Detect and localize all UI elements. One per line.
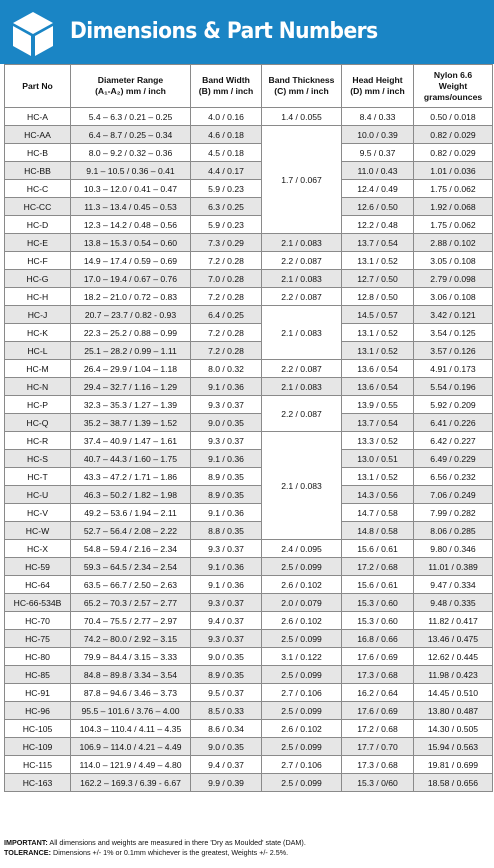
table-row: [5, 180, 493, 198]
diameter-cell: 25.1 – 28.2 / 0.99 – 1.11: [71, 342, 191, 360]
diameter-cell: 6.4 – 8.7 / 0.25 – 0.34: [71, 126, 191, 144]
diameter-cell: 70.4 – 75.5 / 2.77 – 2.97: [71, 612, 191, 630]
band-width-cell: 4.4 / 0.17: [191, 162, 262, 180]
weight-cell: 4.91 / 0.173: [414, 360, 493, 378]
head-height-cell: 12.6 / 0.50: [342, 198, 414, 216]
part-cell: HC-115: [5, 756, 71, 774]
table-row: [5, 576, 493, 594]
diameter-cell: 43.3 – 47.2 / 1.71 – 1.86: [71, 468, 191, 486]
head-height-cell: 9.5 / 0.37: [342, 144, 414, 162]
part-cell: HC-U: [5, 486, 71, 504]
band-width-cell: 9.5 / 0.37: [191, 684, 262, 702]
head-height-cell: 13.3 / 0.52: [342, 432, 414, 450]
table-row: [5, 144, 493, 162]
part-cell: HC-70: [5, 612, 71, 630]
weight-cell: 2.88 / 0.102: [414, 234, 493, 252]
band-thickness-cell: 2.1 / 0.083: [262, 378, 342, 396]
band-width-cell: 6.3 / 0.25: [191, 198, 262, 216]
diameter-cell: 162.2 – 169.3 / 6.39 - 6.67: [71, 774, 191, 792]
footnotes: [4, 838, 492, 858]
table-row: [5, 288, 493, 306]
head-height-cell: 17.6 / 0.69: [342, 648, 414, 666]
table-row: [5, 738, 493, 756]
head-height-cell: 17.3 / 0.68: [342, 756, 414, 774]
head-height-cell: 13.7 / 0.54: [342, 414, 414, 432]
band-width-cell: 5.9 / 0.23: [191, 180, 262, 198]
part-cell: HC-59: [5, 558, 71, 576]
band-thickness-cell: 2.2 / 0.087: [262, 360, 342, 378]
weight-cell: 11.01 / 0.389: [414, 558, 493, 576]
head-height-cell: 13.1 / 0.52: [342, 342, 414, 360]
head-height-cell: 15.3 / 0/60: [342, 774, 414, 792]
weight-cell: 1.01 / 0.036: [414, 162, 493, 180]
table-row: [5, 540, 493, 558]
weight-cell: 6.56 / 0.232: [414, 468, 493, 486]
band-thickness-cell: 1.4 / 0.055: [262, 108, 342, 126]
table-row: [5, 486, 493, 504]
band-width-cell: 4.0 / 0.16: [191, 108, 262, 126]
table-row: [5, 720, 493, 738]
part-cell: HC-J: [5, 306, 71, 324]
diameter-cell: 17.0 – 19.4 / 0.67 – 0.76: [71, 270, 191, 288]
band-width-cell: 7.2 / 0.28: [191, 288, 262, 306]
part-cell: HC-Q: [5, 414, 71, 432]
band-width-cell: 9.1 / 0.36: [191, 576, 262, 594]
cube-icon: [4, 4, 62, 62]
part-cell: HC-W: [5, 522, 71, 540]
band-width-cell: 8.8 / 0.35: [191, 522, 262, 540]
diameter-cell: 87.8 – 94.6 / 3.46 – 3.73: [71, 684, 191, 702]
col-header-weight: Nylon 6.6 Weight grams/ounces: [414, 65, 493, 108]
table-row: [5, 414, 493, 432]
table-row: [5, 648, 493, 666]
diameter-cell: 32.3 – 35.3 / 1.27 – 1.39: [71, 396, 191, 414]
part-cell: HC-M: [5, 360, 71, 378]
band-thickness-cell: 2.5 / 0.099: [262, 630, 342, 648]
diameter-cell: 18.2 – 21.0 / 0.72 – 0.83: [71, 288, 191, 306]
band-width-cell: 7.2 / 0.28: [191, 252, 262, 270]
band-thickness-cell: 2.1 / 0.083: [262, 270, 342, 288]
diameter-cell: 40.7 – 44.3 / 1.60 – 1.75: [71, 450, 191, 468]
weight-cell: 11.82 / 0.417: [414, 612, 493, 630]
table-row: [5, 612, 493, 630]
diameter-cell: 20.7 – 23.7 / 0.82 - 0.93: [71, 306, 191, 324]
col-header-head-height: Head Height (D) mm / inch: [342, 65, 414, 108]
head-height-cell: 13.6 / 0.54: [342, 378, 414, 396]
weight-cell: 8.06 / 0.285: [414, 522, 493, 540]
weight-cell: 1.75 / 0.062: [414, 180, 493, 198]
band-width-cell: 9.0 / 0.35: [191, 414, 262, 432]
diameter-cell: 22.3 – 25.2 / 0.88 – 0.99: [71, 324, 191, 342]
table-row: [5, 252, 493, 270]
band-width-cell: 7.0 / 0.28: [191, 270, 262, 288]
weight-cell: 5.92 / 0.209: [414, 396, 493, 414]
band-thickness-cell: 2.0 / 0.079: [262, 594, 342, 612]
part-cell: HC-91: [5, 684, 71, 702]
weight-cell: 6.41 / 0.226: [414, 414, 493, 432]
band-thickness-cell: 2.2 / 0.087: [262, 288, 342, 306]
diameter-cell: 13.8 – 15.3 / 0.54 – 0.60: [71, 234, 191, 252]
diameter-cell: 46.3 – 50.2 / 1.82 – 1.98: [71, 486, 191, 504]
diameter-cell: 37.4 – 40.9 / 1.47 – 1.61: [71, 432, 191, 450]
part-cell: HC-80: [5, 648, 71, 666]
diameter-cell: 63.5 – 66.7 / 2.50 – 2.63: [71, 576, 191, 594]
diameter-cell: 49.2 – 53.6 / 1.94 – 2.11: [71, 504, 191, 522]
dimensions-table: [4, 64, 493, 792]
weight-cell: 0.50 / 0.018: [414, 108, 493, 126]
head-height-cell: 17.2 / 0.68: [342, 720, 414, 738]
band-thickness-cell: 2.5 / 0.099: [262, 702, 342, 720]
band-width-cell: 4.6 / 0.18: [191, 126, 262, 144]
band-thickness-cell: 2.6 / 0.102: [262, 720, 342, 738]
table-row: [5, 504, 493, 522]
diameter-cell: 114.0 – 121.9 / 4.49 – 4.80: [71, 756, 191, 774]
head-height-cell: 10.0 / 0.39: [342, 126, 414, 144]
part-cell: HC-H: [5, 288, 71, 306]
band-thickness-cell: 2.1 / 0.083: [262, 306, 342, 360]
band-width-cell: 8.0 / 0.32: [191, 360, 262, 378]
part-cell: HC-L: [5, 342, 71, 360]
head-height-cell: 13.6 / 0.54: [342, 360, 414, 378]
band-width-cell: 7.2 / 0.28: [191, 324, 262, 342]
tolerance-note: TOLERANCE: Dimensions +/- 1% or 0.1mm whichever is the greatest, Weights +/- 2.5%.: [4, 848, 289, 857]
diameter-cell: 59.3 – 64.5 / 2.34 – 2.54: [71, 558, 191, 576]
band-width-cell: 4.5 / 0.18: [191, 144, 262, 162]
head-height-cell: 8.4 / 0.33: [342, 108, 414, 126]
band-width-cell: 9.3 / 0.37: [191, 630, 262, 648]
band-thickness-cell: 2.5 / 0.099: [262, 558, 342, 576]
weight-cell: 12.62 / 0.445: [414, 648, 493, 666]
diameter-cell: 5.4 – 6.3 / 0.21 – 0.25: [71, 108, 191, 126]
head-height-cell: 13.1 / 0.52: [342, 324, 414, 342]
diameter-cell: 9.1 – 10.5 / 0.36 – 0.41: [71, 162, 191, 180]
head-height-cell: 14.7 / 0.58: [342, 504, 414, 522]
part-cell: HC-A: [5, 108, 71, 126]
part-cell: HC-BB: [5, 162, 71, 180]
head-height-cell: 17.2 / 0.68: [342, 558, 414, 576]
table-row: [5, 162, 493, 180]
band-thickness-cell: 2.5 / 0.099: [262, 738, 342, 756]
weight-cell: 9.48 / 0.335: [414, 594, 493, 612]
page-title: Dimensions & Part Numbers: [70, 19, 378, 44]
part-cell: HC-X: [5, 540, 71, 558]
band-width-cell: 7.3 / 0.29: [191, 234, 262, 252]
part-cell: HC-75: [5, 630, 71, 648]
band-width-cell: 9.1 / 0.36: [191, 558, 262, 576]
diameter-cell: 106.9 – 114.0 / 4.21 – 4.49: [71, 738, 191, 756]
head-height-cell: 14.8 / 0.58: [342, 522, 414, 540]
band-thickness-cell: 3.1 / 0.122: [262, 648, 342, 666]
weight-cell: 18.58 / 0.656: [414, 774, 493, 792]
diameter-cell: 95.5 – 101.6 / 3.76 – 4.00: [71, 702, 191, 720]
col-header-part: Part No: [5, 65, 71, 108]
band-thickness-cell: 2.2 / 0.087: [262, 252, 342, 270]
head-height-cell: 13.1 / 0.52: [342, 252, 414, 270]
head-height-cell: 12.4 / 0.49: [342, 180, 414, 198]
table-row: [5, 756, 493, 774]
table-row: [5, 630, 493, 648]
table-row: [5, 522, 493, 540]
weight-cell: 19.81 / 0.699: [414, 756, 493, 774]
weight-cell: 3.05 / 0.108: [414, 252, 493, 270]
band-width-cell: 9.4 / 0.37: [191, 612, 262, 630]
band-width-cell: 8.6 / 0.34: [191, 720, 262, 738]
table-row: [5, 432, 493, 450]
head-height-cell: 13.0 / 0.51: [342, 450, 414, 468]
part-cell: HC-F: [5, 252, 71, 270]
table-row: [5, 684, 493, 702]
weight-cell: 6.42 / 0.227: [414, 432, 493, 450]
band-width-cell: 9.0 / 0.35: [191, 738, 262, 756]
band-thickness-cell: 2.6 / 0.102: [262, 612, 342, 630]
band-thickness-cell: 2.7 / 0.106: [262, 756, 342, 774]
part-cell: HC-85: [5, 666, 71, 684]
part-cell: HC-B: [5, 144, 71, 162]
weight-cell: 0.82 / 0.029: [414, 126, 493, 144]
band-thickness-cell: 2.5 / 0.099: [262, 774, 342, 792]
table-row: [5, 108, 493, 126]
band-width-cell: 8.9 / 0.35: [191, 486, 262, 504]
table-row: [5, 360, 493, 378]
page-header: [0, 0, 494, 64]
weight-cell: 3.42 / 0.121: [414, 306, 493, 324]
diameter-cell: 104.3 – 110.4 / 4.11 – 4.35: [71, 720, 191, 738]
head-height-cell: 16.2 / 0.64: [342, 684, 414, 702]
band-width-cell: 8.5 / 0.33: [191, 702, 262, 720]
part-cell: HC-C: [5, 180, 71, 198]
band-thickness-cell: 2.7 / 0.106: [262, 684, 342, 702]
diameter-cell: 10.3 – 12.0 / 0.41 – 0.47: [71, 180, 191, 198]
col-header-band-thickness: Band Thickness (C) mm / inch: [262, 65, 342, 108]
part-cell: HC-64: [5, 576, 71, 594]
part-cell: HC-163: [5, 774, 71, 792]
band-width-cell: 8.9 / 0.35: [191, 468, 262, 486]
band-width-cell: 5.9 / 0.23: [191, 216, 262, 234]
weight-cell: 7.99 / 0.282: [414, 504, 493, 522]
part-cell: HC-N: [5, 378, 71, 396]
head-height-cell: 13.7 / 0.54: [342, 234, 414, 252]
part-cell: HC-V: [5, 504, 71, 522]
table-row: [5, 450, 493, 468]
head-height-cell: 15.3 / 0.60: [342, 594, 414, 612]
col-header-diameter: Diameter Range (A₁-A₂) mm / inch: [71, 65, 191, 108]
diameter-cell: 29.4 – 32.7 / 1.16 – 1.29: [71, 378, 191, 396]
table-row: [5, 594, 493, 612]
head-height-cell: 15.3 / 0.60: [342, 612, 414, 630]
band-width-cell: 7.2 / 0.28: [191, 342, 262, 360]
diameter-cell: 12.3 – 14.2 / 0.48 – 0.56: [71, 216, 191, 234]
head-height-cell: 12.7 / 0.50: [342, 270, 414, 288]
diameter-cell: 11.3 – 13.4 / 0.45 – 0.53: [71, 198, 191, 216]
part-cell: HC-96: [5, 702, 71, 720]
head-height-cell: 14.3 / 0.56: [342, 486, 414, 504]
band-width-cell: 6.4 / 0.25: [191, 306, 262, 324]
weight-cell: 7.06 / 0.249: [414, 486, 493, 504]
important-note: IMPORTANT: All dimensions and weights are measured in there 'Dry as Moulded' state (DAM).: [4, 838, 306, 847]
band-width-cell: 9.1 / 0.36: [191, 378, 262, 396]
head-height-cell: 15.6 / 0.61: [342, 576, 414, 594]
weight-cell: 3.06 / 0.108: [414, 288, 493, 306]
table-row: [5, 126, 493, 144]
part-cell: HC-R: [5, 432, 71, 450]
band-width-cell: 9.3 / 0.37: [191, 594, 262, 612]
head-height-cell: 15.6 / 0.61: [342, 540, 414, 558]
table-row: [5, 216, 493, 234]
table-row: [5, 702, 493, 720]
part-cell: HC-E: [5, 234, 71, 252]
diameter-cell: 79.9 – 84.4 / 3.15 – 3.33: [71, 648, 191, 666]
weight-cell: 6.49 / 0.229: [414, 450, 493, 468]
table-row: [5, 270, 493, 288]
weight-cell: 13.80 / 0.487: [414, 702, 493, 720]
head-height-cell: 12.8 / 0.50: [342, 288, 414, 306]
part-cell: HC-66-534B: [5, 594, 71, 612]
head-height-cell: 17.6 / 0.69: [342, 702, 414, 720]
weight-cell: 14.30 / 0.505: [414, 720, 493, 738]
head-height-cell: 13.1 / 0.52: [342, 468, 414, 486]
head-height-cell: 16.8 / 0.66: [342, 630, 414, 648]
diameter-cell: 14.9 – 17.4 / 0.59 – 0.69: [71, 252, 191, 270]
weight-cell: 11.98 / 0.423: [414, 666, 493, 684]
part-cell: HC-109: [5, 738, 71, 756]
band-thickness-cell: 1.7 / 0.067: [262, 126, 342, 234]
table-row: [5, 378, 493, 396]
weight-cell: 3.57 / 0.126: [414, 342, 493, 360]
table-row: [5, 306, 493, 324]
diameter-cell: 26.4 – 29.9 / 1.04 – 1.18: [71, 360, 191, 378]
part-cell: HC-CC: [5, 198, 71, 216]
head-height-cell: 17.7 / 0.70: [342, 738, 414, 756]
part-cell: HC-105: [5, 720, 71, 738]
diameter-cell: 54.8 – 59.4 / 2.16 – 2.34: [71, 540, 191, 558]
weight-cell: 3.54 / 0.125: [414, 324, 493, 342]
table-row: [5, 198, 493, 216]
part-cell: HC-G: [5, 270, 71, 288]
table-row: [5, 396, 493, 414]
diameter-cell: 52.7 – 56.4 / 2.08 – 2.22: [71, 522, 191, 540]
head-height-cell: 17.3 / 0.68: [342, 666, 414, 684]
diameter-cell: 74.2 – 80.0 / 2.92 – 3.15: [71, 630, 191, 648]
head-height-cell: 12.2 / 0.48: [342, 216, 414, 234]
band-width-cell: 9.0 / 0.35: [191, 648, 262, 666]
weight-cell: 0.82 / 0.029: [414, 144, 493, 162]
band-width-cell: 9.3 / 0.37: [191, 540, 262, 558]
weight-cell: 9.47 / 0.334: [414, 576, 493, 594]
band-width-cell: 9.1 / 0.36: [191, 450, 262, 468]
part-cell: HC-D: [5, 216, 71, 234]
part-cell: HC-AA: [5, 126, 71, 144]
table-row: [5, 342, 493, 360]
table-row: [5, 234, 493, 252]
diameter-cell: 84.8 – 89.8 / 3.34 – 3.54: [71, 666, 191, 684]
part-cell: HC-K: [5, 324, 71, 342]
band-thickness-cell: 2.6 / 0.102: [262, 576, 342, 594]
diameter-cell: 65.2 – 70.3 / 2.57 – 2.77: [71, 594, 191, 612]
diameter-cell: 8.0 – 9.2 / 0.32 – 0.36: [71, 144, 191, 162]
weight-cell: 2.79 / 0.098: [414, 270, 493, 288]
part-cell: HC-P: [5, 396, 71, 414]
head-height-cell: 11.0 / 0.43: [342, 162, 414, 180]
band-width-cell: 8.9 / 0.35: [191, 666, 262, 684]
weight-cell: 13.46 / 0.475: [414, 630, 493, 648]
weight-cell: 5.54 / 0.196: [414, 378, 493, 396]
table-row: [5, 666, 493, 684]
part-cell: HC-S: [5, 450, 71, 468]
part-cell: HC-T: [5, 468, 71, 486]
table-row: [5, 558, 493, 576]
table-row: [5, 774, 493, 792]
band-thickness-cell: 2.5 / 0.099: [262, 666, 342, 684]
band-thickness-cell: 2.1 / 0.083: [262, 234, 342, 252]
band-width-cell: 9.4 / 0.37: [191, 756, 262, 774]
head-height-cell: 14.5 / 0.57: [342, 306, 414, 324]
weight-cell: 1.92 / 0.068: [414, 198, 493, 216]
table-row: [5, 468, 493, 486]
weight-cell: 15.94 / 0.563: [414, 738, 493, 756]
table-row: [5, 324, 493, 342]
band-thickness-cell: 2.1 / 0.083: [262, 432, 342, 540]
weight-cell: 14.45 / 0.510: [414, 684, 493, 702]
band-width-cell: 9.9 / 0.39: [191, 774, 262, 792]
band-thickness-cell: 2.4 / 0.095: [262, 540, 342, 558]
weight-cell: 9.80 / 0.346: [414, 540, 493, 558]
weight-cell: 1.75 / 0.062: [414, 216, 493, 234]
band-thickness-cell: 2.2 / 0.087: [262, 396, 342, 432]
head-height-cell: 13.9 / 0.55: [342, 396, 414, 414]
col-header-band-width: Band Width (B) mm / inch: [191, 65, 262, 108]
band-width-cell: 9.1 / 0.36: [191, 504, 262, 522]
band-width-cell: 9.3 / 0.37: [191, 432, 262, 450]
band-width-cell: 9.3 / 0.37: [191, 396, 262, 414]
diameter-cell: 35.2 – 38.7 / 1.39 – 1.52: [71, 414, 191, 432]
